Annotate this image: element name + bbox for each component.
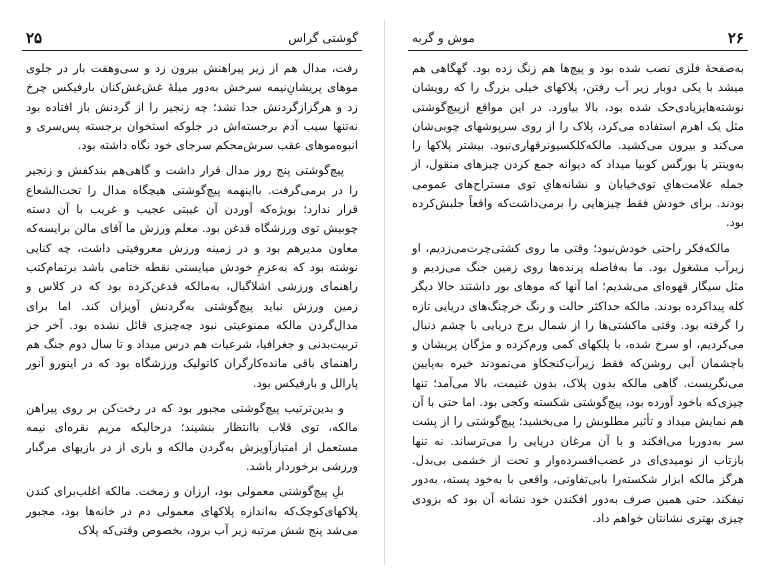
left-paragraph-1: رفت، مدال هم از زیر پیراهنش بیرون زد و سی‌وهفت بار در جلوی موهای پریشانِ‌نیمه سرخش به‌دور میلهٔ‌ غش‌غش‌کنان بارفیکس چرخ زد و هرگزازگردنش جدا نشد؛ چه زنجیر را از گردنش باز افتاده بود نه‌تنها سیب آدم برجسته‌اش در جلوکه استخوان برجسته پس‌سری و انبوه‌موهای عقب سرش‌محکم سرجای خود نگاه داشته بود.	[26, 61, 358, 153]
left-header-rule	[22, 50, 362, 51]
left-page-header	[22, 28, 362, 48]
right-page-header	[408, 28, 748, 48]
left-page-body	[22, 59, 362, 540]
left-paragraph-3: و بدین‌ترتیب پیچ‌گوشتی مجبور بود که در رخت‌کن بر روی پیراهن مالکه، توی قلاب باانتظار بنشیند؛ درحالیکه مریم نقره‌ای نیمه مستعمل از امتیاز‌آویزش به‌گردن مالکه و باری از در بازیهای مرگبار ورزشی برخوردار باشد.	[26, 401, 358, 473]
left-page	[22, 28, 362, 558]
right-paragraph-1: به‌صفحهٔ فلزی نصب شده بود و پیچ‌ها هم زنگ زده بود. گهگاهی هم میشد با یکی دوبار زیر آب رفتن، پلاکهای خیلی بزرگ را که رویشان نوشته‌هایزیادی‌حک شده بود، بالا بیاورد. در این مواقع ازپیچ‌گوشتی مثل یک اهرم استفاده می‌کرد، پلاک را از روی سرپوشهای چوبی‌شان می‌کند و بیرون می‌کشید. مالکه‌کلکسیونرقهاری‌نبود. بیشتر پلاکها را به‌وینتر یا بورگس کوبیا میداد که دیوانه جمع کردن چیزهای منقول، از جمله علامت‌هایِ توی‌خیابان و نشانه‌هایِ توی مستراح‌های عمومی بودند. برای خودش فقط چیزهایی را برمی‌داشت‌که واقعاً جلبش‌کرده بود.	[412, 61, 744, 230]
right-header-rule	[408, 50, 748, 51]
right-paragraph-2: مالکه‌فکر راحتی خودش‌نبود؛ وقتی ما روی کشتی‌چرت‌می‌زدیم، او زیرآب مشغول بود. ما به‌فاصله پرنده‌ها روی زمین جنگ می‌زدیم و مثل سیگار قهوه‌ای می‌شدیم؛ اما آنها که موهای بور داشتند حالا دیگر کله پیداکرده بودند. مالکه حداکثر حالت و رنگ خرچنگ‌های دریایی تازه را گرفته بود. وقتی ماکشتی‌ها را از شمال برج دریایی با چشم دنبال می‌کردیم، او سرخ شده، با پلکهای کمی ورم‌کرده و مژگان پریشان و باچشمان آبی روشن‌که فقط زیرآب‌کنجکاو می‌نمودند خیره به‌پایین می‌نگریست. گاهی مالکه بدون پلاک، بدون غنیمت، بالا می‌آمد؛ تنها چیزی‌که باخود آورده بود، پیچ‌گوشتی شکسته وکجی بود. اما حتی با آن هم نمایش میداد و تأثیر مطلوبش را می‌بخشید؛ پیچ‌گوشتی را از پشت سر به‌دوربا می‌افکند و با آن مرغان دریایی را می‌ترساند. نه تنها بازتاب از نومیدی‌ای در غضب‌افسرده‌وار و تحت از خشمی بی‌بدل. هرگز مالکه ابزار شکسته‌را بابی‌تفاوتی، واقعی با به‌خود پسته، به‌دور نیفکند. حتی همین صرف به‌دور افکندن خود نشانه آن بود که بزودی چیزی بهتری نشانتان خواهم داد.	[412, 240, 744, 525]
right-page-body	[408, 59, 748, 528]
right-running-title: موش و گربه	[412, 31, 475, 45]
left-running-title: گوشتی گراس	[288, 31, 358, 45]
left-paragraph-2: پیچ‌گوشتی پنج‌ روز مدال قرار داشت و گاهی‌هم بندکفش و زنجیر را در برمی‌گرفت. بااینهمه پیچ‌گوشتی هیچگاه مدال را تحت‌الشعاع قرار ندارد؛ بویژه‌که آوردن آن غیبتی عجیب و غریب با آن دسته چوبیش توی ورزشگاه قدغن بود. معلم ورزش ما آقای مالن برایسه‌که معاون مدیرهم بود و در زمینه ورزش معروفیتی داشت، چه کنایی نوشته بود که به‌عزمِ خودش میایستی نقطه ختامی باشد برتمام‌کتب راهنمای ورزشی اشلاگبال، به‌مالکه قدغن‌کرده بود که در کلاس و زمین ورزش نباید پیچ‌گوشتی به‌گردنش آویزان کند. اما برای مدال‌گردن مالکه ممنوعیتی نبود چه‌چیزی قائل نشده بود. آخر جز تربیت‌بدنی و جغرافیا، شرعیات هم درس میداد و تا سال دوم جنگ هم راهنمای باقی مانده‌کارگران کاتولیک ورزشگاه بود که در اینورو آنور پارالل و بارفیکس بود.	[26, 163, 358, 390]
right-page-number: ۲۶	[727, 29, 744, 47]
left-paragraph-4: بلِ پیچ‌گوشتی معمولی بود، ارزان و زمخت. مالکه اغلب‌برای کندن پلاکهای‌کوچک‌که به‌اندازه پلاکهای معمولی دم در خانه‌ها بود، مجبور می‌شد پنج شش مرتبه زیر آب برود، بخصوص وقتی‌که پلاک	[26, 484, 358, 537]
left-page-number: ۲۵	[26, 29, 43, 47]
right-page	[408, 28, 748, 558]
page-gutter	[384, 20, 385, 565]
